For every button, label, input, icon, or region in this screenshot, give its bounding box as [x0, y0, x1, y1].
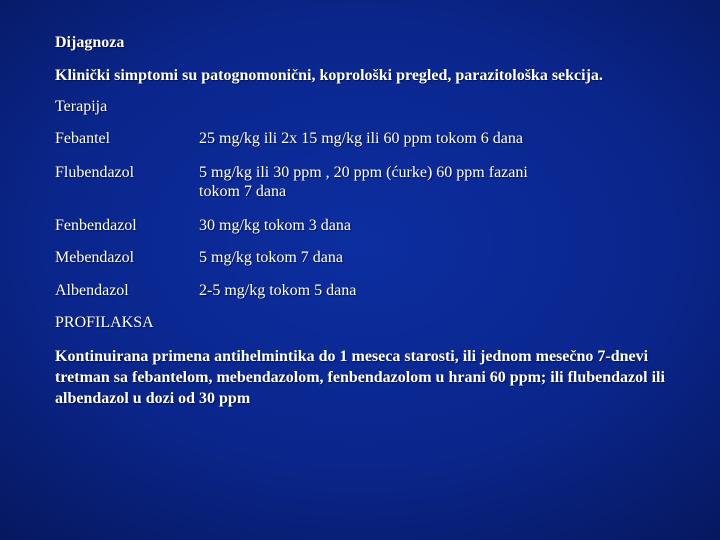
- drug-name: Febantel: [55, 130, 111, 147]
- prophylaxis-text: Kontinuirana primena antihelmintika do 1 meseca starosti, ili jednom mesečno 7-dnevi tretman sa febantelom, mebendazolom, fenbendazolom u hrani 60 ppm; ili flubendazol ili albendazol u dozi od 30 ppm: [55, 348, 665, 407]
- diagnosis-heading: Dijagnoza: [55, 34, 125, 51]
- drug-name: Fenbendazol: [55, 217, 137, 234]
- prophylaxis-heading: PROFILAKSA: [55, 314, 154, 331]
- drug-dose: 30 mg/kg tokom 3 dana: [199, 217, 351, 234]
- drug-name: Flubendazol: [55, 164, 135, 181]
- drug-dose: 25 mg/kg ili 2x 15 mg/kg ili 60 ppm tokom 6 dana: [199, 130, 523, 147]
- drug-dose: 2-5 mg/kg tokom 5 dana: [199, 282, 357, 299]
- drug-dose: 5 mg/kg ili 30 ppm , 20 ppm (ćurke) 60 ppm fazani tokom 7 dana: [199, 164, 528, 200]
- clinical-symptoms-text: Klinički simptomi su patognomonični, koprološki pregled, parazitološka sekcija.: [55, 67, 603, 84]
- drug-name: Mebendazol: [55, 249, 135, 266]
- drug-name: Albendazol: [55, 282, 129, 299]
- therapy-heading: Terapija: [55, 98, 108, 115]
- drug-dose: 5 mg/kg tokom 7 dana: [199, 249, 343, 266]
